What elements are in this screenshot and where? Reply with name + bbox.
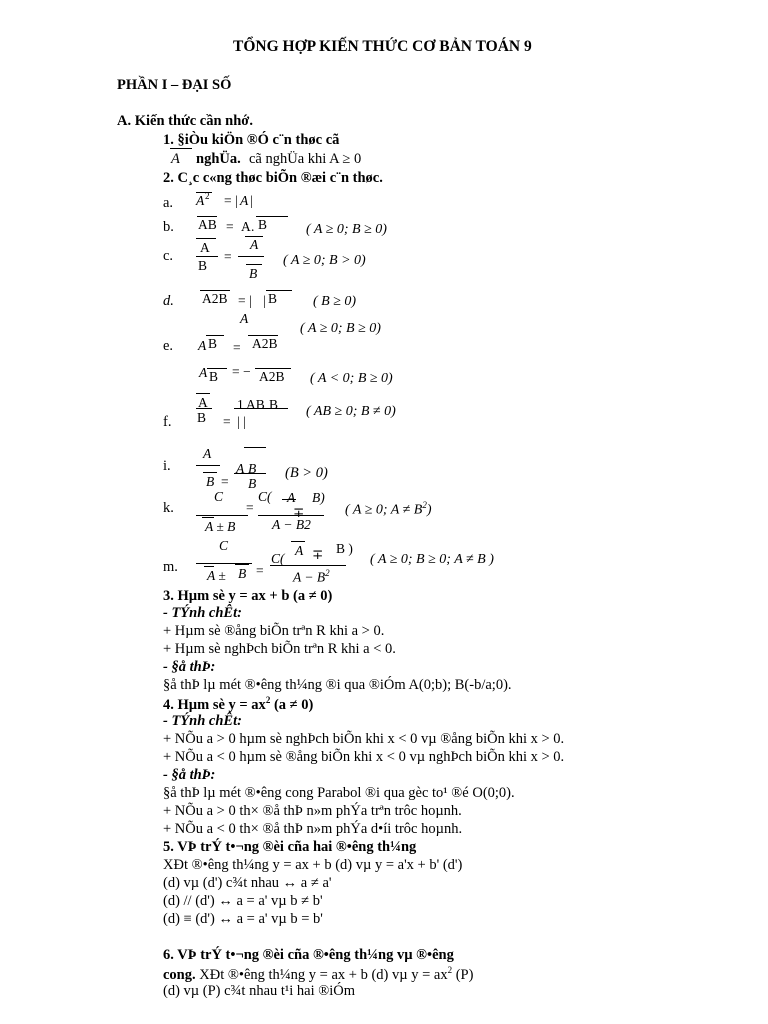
item3-graph-label: - §å thÞ: <box>163 659 216 675</box>
formula-e2-condition: ( A < 0; B ≥ 0) <box>310 371 393 386</box>
item1-radicand: A <box>171 151 180 167</box>
formula-b-condition: ( A ≥ 0; B ≥ 0) <box>306 222 387 237</box>
formula-m-part: $A - B^2$ <box>293 568 330 585</box>
fraction-bar <box>234 408 288 409</box>
item5-line: XÐt ®•êng th¼ng y = ax + b (d) vµ y = a'x + b' (d') <box>163 857 463 873</box>
formula-m-part: C( <box>271 551 285 566</box>
sqrt-bar <box>204 566 214 567</box>
item5-line: (d) ≡ (d') ↔ a = a' vµ b = b' <box>163 911 323 927</box>
formula-a-part: A <box>240 193 249 208</box>
formula-e2-part: = − <box>232 364 251 379</box>
item4-graph-line: §å thÞ lµ mét ®•êng cong Parabol ®i qua gèc to¹ ®é O(0;0). <box>163 785 515 801</box>
formula-c-condition: ( A ≥ 0; B > 0) <box>283 253 366 268</box>
item3-property-line: + Hµm sè ®ång biÕn trªn R khi a > 0. <box>163 623 385 639</box>
formula-m-part: B ) <box>336 541 353 556</box>
formula-c-part: A <box>250 237 259 252</box>
document-title: TỔNG HỢP KIẾN THỨC CƠ BẢN TOÁN 9 <box>233 38 532 55</box>
formula-c-part: B <box>249 266 258 281</box>
formula-e-part: A <box>198 338 207 353</box>
formula-d-part: A <box>240 311 249 326</box>
formula-a-part: | <box>250 193 253 208</box>
formula-k-part: = <box>246 500 254 515</box>
formula-d-part: | <box>263 293 266 308</box>
sqrt-bar <box>200 290 230 291</box>
formula-c-part: = <box>224 249 232 264</box>
item3-property-label: - TÝnh chÊt: <box>163 605 242 621</box>
formula-f-part: AB <box>246 397 265 412</box>
sqrt-bar <box>255 368 291 369</box>
formula-c-part: B <box>198 258 208 273</box>
formula-k-part: A ± B <box>205 519 236 534</box>
item4-property-line: + NÕu a < 0 hµm sè ®ång biÕn khi x < 0 vµ nghÞch biÕn khi x > 0. <box>163 749 565 765</box>
section-a-heading: A. Kiến thức cần nhớ. <box>117 113 253 129</box>
formula-e-condition: ( A ≥ 0; B ≥ 0) <box>300 321 381 336</box>
formula-f-part: A <box>198 395 208 410</box>
item4-property-label: - TÝnh chÊt: <box>163 713 242 729</box>
formula-i-part: B <box>248 461 257 476</box>
formula-m-part: A ± <box>207 568 226 583</box>
formula-k-part: C( <box>258 489 272 504</box>
sqrt-bar <box>170 148 192 149</box>
formula-k-part: A − B2 <box>272 517 311 532</box>
formula-a-part: = | <box>224 193 238 208</box>
fraction-bar <box>258 515 324 516</box>
formula-d-part: = | <box>238 293 252 308</box>
fraction-bar <box>196 256 218 257</box>
sqrt-bar <box>291 541 305 542</box>
item1-meaning-text: cã nghÜa khi A ≥ 0 <box>249 151 362 167</box>
sqrt-bar <box>282 499 296 500</box>
formula-f-part: 1 <box>237 397 244 412</box>
item2-heading: 2. C¸c c«ng thøc biÕn ®æi c¨n thøc. <box>163 170 383 186</box>
fraction-bar <box>196 465 220 466</box>
formula-a-part: 2 <box>205 191 210 201</box>
formula-f-part: B <box>269 397 279 412</box>
item1-heading: 1. §iÒu kiÖn ®Ó c¨n thøc cã <box>163 132 340 148</box>
formula-m-condition: ( A ≥ 0; B ≥ 0; A ≠ B ) <box>370 552 494 567</box>
sqrt-bar <box>196 238 216 239</box>
item4-property-line: + NÕu a > 0 hµm sè nghÞch biÕn khi x < 0 vµ ®ång biÕn khi x > 0. <box>163 731 565 747</box>
sqrt-bar <box>244 447 266 448</box>
formula-b-part: . <box>251 219 255 234</box>
item5-heading: 5. VÞ trÝ t•¬ng ®èi cña hai ®•êng th¼ng <box>163 839 417 855</box>
item3-heading: 3. Hµm sè y = ax + b (a ≠ 0) <box>163 588 333 604</box>
sqrt-bar <box>207 368 227 369</box>
formula-d-label: d. <box>163 293 174 309</box>
item4-graph-label: - §å thÞ: <box>163 767 216 783</box>
formula-c-label: c. <box>163 248 174 264</box>
formula-e2-part: B <box>209 369 219 384</box>
formula-d-condition: ( B ≥ 0) <box>313 294 357 309</box>
fraction-bar <box>196 515 248 516</box>
formula-d-part: A2B <box>202 291 228 306</box>
formula-i-part: B <box>248 476 257 491</box>
item1-meaning-label: nghÜa. <box>196 151 241 167</box>
item6-heading: 6. VÞ trÝ t•¬ng ®èi cña ®•êng th¼ng vµ ®•êng <box>163 947 454 963</box>
formula-b-part: B <box>258 217 268 232</box>
formula-f-label: f. <box>163 414 172 430</box>
formula-f-part: = <box>223 414 231 429</box>
formula-m-label: m. <box>163 559 178 575</box>
formula-k-label: k. <box>163 500 174 516</box>
formula-m-part: B <box>238 566 247 581</box>
formula-i-label: i. <box>163 458 171 474</box>
formula-e2-part: A <box>199 365 208 380</box>
sqrt-bar <box>203 472 217 473</box>
formula-e-part: A2B <box>252 336 278 351</box>
formula-b-part: AB <box>198 217 217 232</box>
sqrt-bar <box>256 216 288 217</box>
formula-m-part: C <box>219 538 229 553</box>
formula-m-part: = <box>256 563 264 578</box>
sqrt-bar <box>196 393 210 394</box>
formula-k-part: A <box>287 490 296 505</box>
formula-e2-part: A2B <box>259 369 285 384</box>
formula-k-condition: ( A ≥ 0; $A \ne B^2$) <box>345 500 432 518</box>
formula-i-part: A <box>236 461 245 476</box>
formula-b-part: = <box>226 219 234 234</box>
sqrt-bar <box>245 236 263 237</box>
sqrt-bar <box>206 335 224 336</box>
sqrt-bar <box>248 335 278 336</box>
formula-c-part: A <box>200 240 210 255</box>
item5-line: (d) vµ (d') c¾t nhau ↔ a ≠ a' <box>163 875 332 891</box>
sqrt-bar <box>246 264 262 265</box>
formula-a-part: A <box>196 193 205 208</box>
item3-graph-line: §å thÞ lµ mét ®•êng th¼ng ®i qua ®iÓm A(0;b); B(-b/a;0). <box>163 677 512 693</box>
formula-m-part: ∓ <box>312 547 324 562</box>
item4-graph-line: + NÕu a < 0 th× ®å thÞ n»m phÝa d•íi trôc hoµnh. <box>163 821 463 837</box>
fraction-bar <box>196 408 212 409</box>
fraction-bar <box>234 473 266 474</box>
formula-i-part: = <box>221 474 229 489</box>
formula-a-label: a. <box>163 195 174 211</box>
formula-i-condition: (B > 0) <box>285 465 328 481</box>
formula-i-part: B <box>206 474 215 489</box>
item3-property-line: + Hµm sè nghÞch biÕn trªn R khi a < 0. <box>163 641 396 657</box>
formula-b-label: b. <box>163 219 174 235</box>
part-heading: PHẦN I – ĐẠI SỐ <box>117 77 232 93</box>
formula-f-part: | | <box>237 414 246 429</box>
formula-e-part: B <box>208 336 218 351</box>
sqrt-bar <box>235 564 249 565</box>
formula-f-part: B <box>197 410 207 425</box>
item5-line: (d) // (d') ↔ a = a' vµ b ≠ b' <box>163 893 323 909</box>
formula-m-part: A <box>295 543 304 558</box>
formula-k-part: ∓ <box>293 505 305 520</box>
formula-e-label: e. <box>163 338 174 354</box>
item6-line: cong. XÐt ®•êng th¼ng y = ax + b (d) vµ $y = ax^2$ (P) <box>163 965 474 983</box>
formula-d-part: B <box>268 291 278 306</box>
formula-b-part: A <box>241 219 251 234</box>
sqrt-bar <box>202 517 214 518</box>
formula-k-part: C <box>214 489 224 504</box>
sqrt-bar <box>197 216 217 217</box>
formula-i-part: A <box>203 446 212 461</box>
fraction-bar <box>238 256 264 257</box>
formula-k-part: B) <box>312 490 325 505</box>
item4-graph-line: + NÕu a > 0 th× ®å thÞ n»m phÝa trªn trôc hoµnh. <box>163 803 462 819</box>
sqrt-bar <box>266 290 292 291</box>
sqrt-bar <box>196 192 212 193</box>
fraction-bar <box>270 565 346 566</box>
formula-e-part: = <box>233 340 241 355</box>
formula-f-condition: ( AB ≥ 0; B ≠ 0) <box>306 404 396 419</box>
item6-line: (d) vµ (P) c¾t nhau t¹i hai ®iÓm <box>163 983 356 999</box>
item4-heading: 4. Hµm sè $y = ax^2$ (a ≠ 0) <box>163 695 314 713</box>
